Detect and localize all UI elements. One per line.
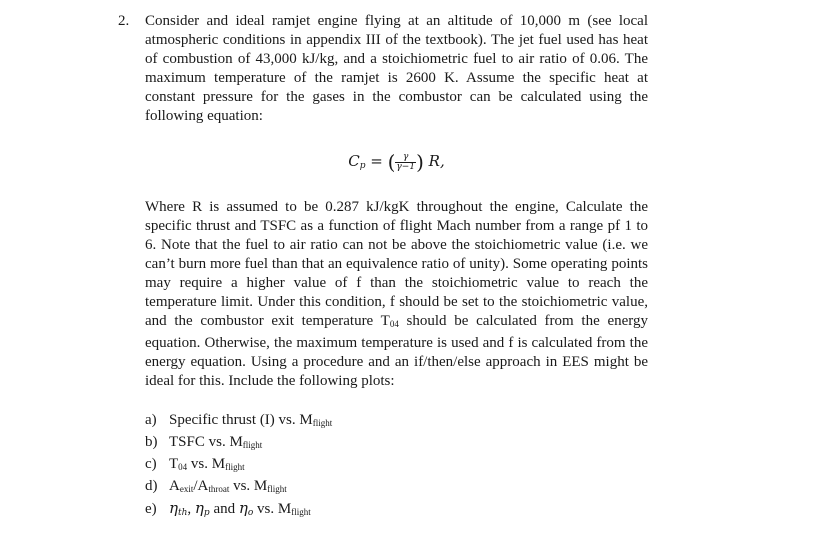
- equation-lhs-subscript: p: [359, 161, 366, 171]
- cp-equation: [145, 148, 648, 174]
- plot-text: vs. M: [253, 501, 292, 517]
- plot-subscript: flight: [242, 440, 263, 450]
- list-item: [145, 499, 648, 523]
- list-marker: a): [145, 412, 157, 428]
- list-marker: c): [145, 456, 157, 472]
- eta-thermal-subscript: th: [178, 508, 188, 518]
- list-item: [145, 433, 648, 455]
- plot-mid-subscript: throat: [208, 484, 230, 494]
- eta-propulsive-subscript: p: [203, 508, 210, 518]
- instructions-paragraph: [145, 198, 648, 391]
- plot-prefix-subscript: exit: [179, 484, 194, 494]
- equation-rhs: R,: [423, 152, 445, 170]
- fraction-denominator: γ−1: [396, 161, 416, 172]
- eta-propulsive: η: [194, 499, 204, 517]
- eta-thermal: η: [169, 499, 178, 517]
- plot-mid: /A: [193, 478, 209, 494]
- plot-subscript: flight: [312, 418, 333, 428]
- left-paren: (: [387, 150, 396, 174]
- instructions-part1: Where R is assumed to be 0.287 kJ/kgK throughout the engine, Calculate the specific thrust and TSFC as a function of flight Mach number from a range pf 1 to 6. Note that the fuel to air ratio can not be above the stoichiometric value (i.e. we can’t burn more fuel than that an equivalence ratio of unity). Some operating points may require a higher value of f than the stoichiometric value to reach the temperature limit. Under this condition, f should be set to the stoichiometric value, and the combustor exit temperature T: [145, 199, 648, 329]
- question-body: [145, 12, 648, 523]
- question-block: [118, 12, 648, 523]
- plot-subscript: flight: [267, 484, 287, 494]
- gamma-fraction: [395, 153, 416, 172]
- separator: ,: [187, 501, 195, 517]
- eta-overall-subscript: o: [247, 508, 254, 518]
- list-item: [145, 477, 648, 499]
- plot-prefix: T: [169, 456, 179, 472]
- plot-prefix-subscript: 04: [178, 462, 188, 472]
- plot-subscript: flight: [291, 507, 311, 517]
- eta-overall: η: [238, 499, 248, 517]
- instructions-part2: should be calculated from the energy equation. Otherwise, the maximum temperature is used and f is calculated from the energy equation. Using a procedure and an if/then/else approach in EES might be ideal for this. Include the following plots:: [145, 313, 648, 389]
- plot-text: vs. M: [229, 478, 268, 494]
- list-item: [145, 455, 648, 477]
- fraction-numerator: γ: [395, 153, 416, 163]
- right-paren: ): [416, 150, 424, 174]
- plot-text: TSFC vs. M: [169, 434, 243, 450]
- t04-subscript: 04: [389, 319, 399, 329]
- plot-list: [145, 411, 648, 523]
- plot-text: vs. M: [187, 456, 226, 472]
- equation-equals: =: [365, 152, 388, 170]
- plot-prefix: A: [169, 478, 180, 494]
- list-marker: d): [145, 478, 158, 494]
- and-word: and: [209, 501, 239, 517]
- plot-text: Specific thrust (I) vs. M: [169, 412, 313, 428]
- list-marker: e): [145, 501, 157, 517]
- equation-lhs: C: [348, 152, 360, 170]
- question-number: 2.: [118, 13, 130, 29]
- plot-subscript: flight: [225, 462, 245, 472]
- problem-statement: Consider and ideal ramjet engine flying at an altitude of 10,000 m (see local atmospheric conditions in appendix III of the textbook). The jet fuel used has heat of combustion of 43,000 kJ/kg, and a stoichiometric fuel to air ratio of 0.06. The maximum temperature of the ramjet is 2600 K. Assume the specific heat at constant pressure for the gases in the combustor can be calculated using the following equation:: [145, 13, 648, 124]
- list-marker: b): [145, 434, 158, 450]
- list-item: [145, 411, 648, 433]
